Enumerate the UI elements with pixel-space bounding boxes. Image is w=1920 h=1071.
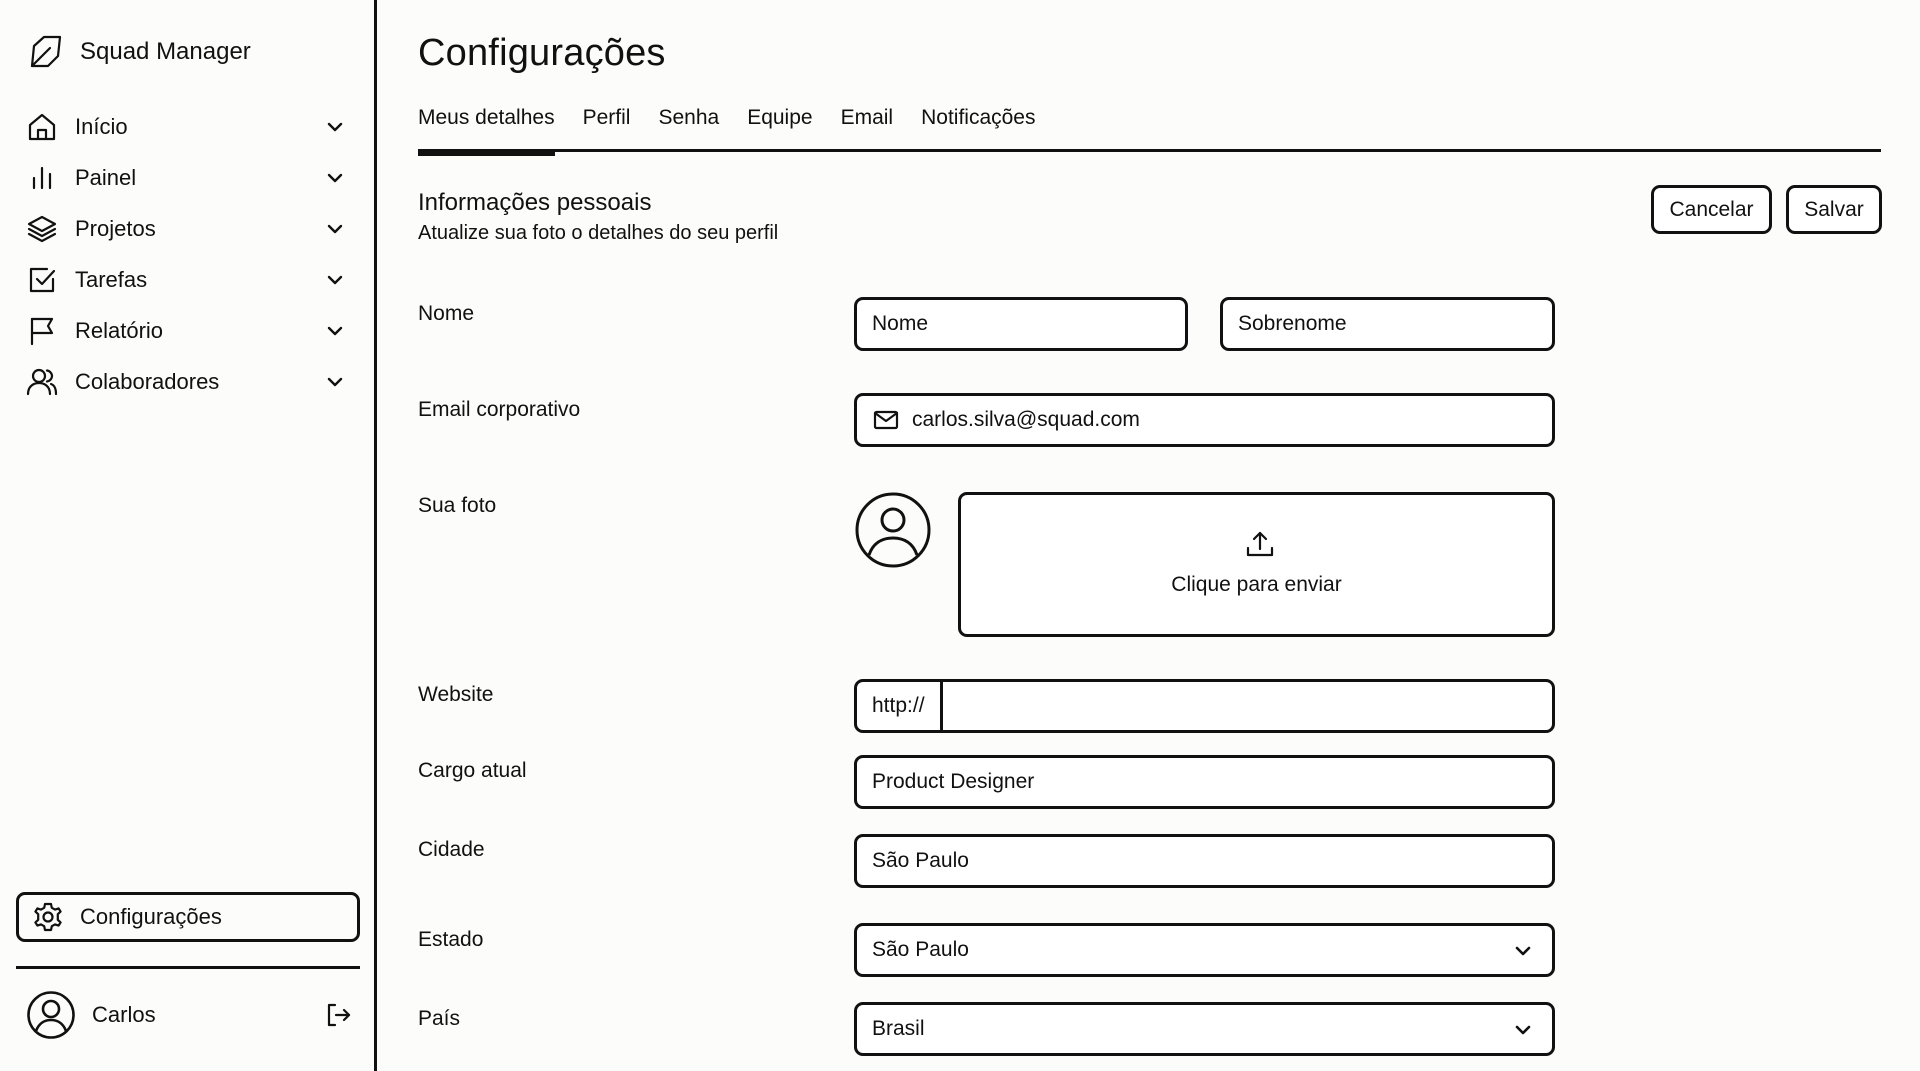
sidebar: [0, 0, 377, 1071]
city-label: Cidade: [418, 838, 485, 861]
upload-text: Clique para enviar: [1171, 573, 1342, 596]
chevron-down-icon[interactable]: [324, 116, 346, 138]
page-title: Configurações: [418, 32, 666, 74]
sidebar-item-colaboradores[interactable]: [26, 356, 346, 407]
section-subtitle: Atualize sua foto o detalhes do seu perfil: [418, 222, 779, 244]
tab-notificacoes[interactable]: Notificações: [921, 106, 1036, 129]
bar-chart-icon: [26, 158, 66, 198]
sidebar-item-label: Início: [75, 113, 128, 139]
mail-icon: [872, 406, 900, 434]
app-name: Squad Manager: [80, 38, 251, 65]
sidebar-item-label: Painel: [75, 164, 137, 190]
user-profile[interactable]: [26, 990, 352, 1040]
photo-avatar-icon: [854, 491, 932, 569]
upload-icon: [1244, 528, 1276, 560]
sidebar-item-inicio[interactable]: [26, 101, 346, 152]
users-icon: [26, 362, 66, 402]
country-value: Brasil: [872, 1017, 925, 1040]
sidebar-item-projetos[interactable]: [26, 203, 346, 254]
first-name-placeholder: Nome: [872, 312, 929, 335]
role-input[interactable]: [854, 755, 1555, 809]
tab-bar: [418, 104, 1881, 152]
sidebar-item-configuracoes[interactable]: [16, 892, 360, 942]
photo-label: Sua foto: [418, 494, 497, 517]
role-value: Product Designer: [872, 770, 1035, 793]
cancel-button[interactable]: Cancelar: [1651, 185, 1772, 234]
name-label: Nome: [418, 302, 475, 325]
sidebar-item-relatorio[interactable]: [26, 305, 346, 356]
chevron-down-icon[interactable]: [324, 218, 346, 240]
chevron-down-icon[interactable]: [324, 269, 346, 291]
home-icon: [26, 107, 66, 147]
save-button[interactable]: Salvar: [1786, 185, 1882, 234]
section-title: Informações pessoais: [418, 189, 652, 216]
flag-icon: [26, 311, 66, 351]
sidebar-item-label: Colaboradores: [75, 368, 220, 394]
tab-email[interactable]: Email: [840, 106, 894, 129]
city-input[interactable]: [854, 834, 1555, 888]
chevron-down-icon: [1512, 940, 1534, 962]
website-label: Website: [418, 683, 494, 706]
state-label: Estado: [418, 928, 484, 951]
website-field[interactable]: [854, 679, 1555, 733]
sidebar-divider: [16, 966, 360, 969]
sidebar-item-label: Configurações: [80, 904, 222, 929]
logout-icon[interactable]: [324, 1001, 352, 1029]
sidebar-item-label: Projetos: [75, 215, 156, 241]
last-name-placeholder: Sobrenome: [1238, 312, 1347, 335]
chevron-down-icon[interactable]: [324, 320, 346, 342]
email-value: carlos.silva@squad.com: [912, 408, 1140, 431]
country-select[interactable]: [854, 1002, 1555, 1056]
layers-icon: [26, 209, 66, 249]
chevron-down-icon: [1512, 1019, 1534, 1041]
country-label: País: [418, 1007, 461, 1030]
tab-perfil[interactable]: Perfil: [582, 106, 631, 129]
sidebar-item-tarefas[interactable]: [26, 254, 346, 305]
chevron-down-icon[interactable]: [324, 371, 346, 393]
role-label: Cargo atual: [418, 759, 527, 782]
email-label: Email corporativo: [418, 398, 581, 421]
state-select[interactable]: [854, 923, 1555, 977]
check-square-icon: [26, 260, 66, 300]
photo-upload-dropzone[interactable]: [958, 492, 1555, 637]
state-value: São Paulo: [872, 938, 969, 961]
first-name-input[interactable]: [854, 297, 1188, 351]
user-name: Carlos: [92, 1002, 156, 1027]
sidebar-item-label: Tarefas: [75, 266, 148, 292]
gear-icon: [32, 901, 64, 933]
chevron-down-icon[interactable]: [324, 167, 346, 189]
city-value: São Paulo: [872, 849, 969, 872]
last-name-input[interactable]: [1220, 297, 1555, 351]
user-avatar-icon: [26, 990, 76, 1040]
brand: [26, 32, 251, 72]
tab-equipe[interactable]: Equipe: [747, 106, 813, 129]
tab-senha[interactable]: Senha: [658, 106, 720, 129]
tab-meus-detalhes[interactable]: Meus detalhes: [418, 104, 555, 152]
sidebar-item-label: Relatório: [75, 317, 164, 343]
email-field[interactable]: [854, 393, 1555, 447]
sidebar-item-painel[interactable]: [26, 152, 346, 203]
sidebar-nav: [26, 101, 346, 407]
leaf-logo-icon: [26, 32, 66, 72]
website-prefix: http://: [857, 682, 943, 730]
